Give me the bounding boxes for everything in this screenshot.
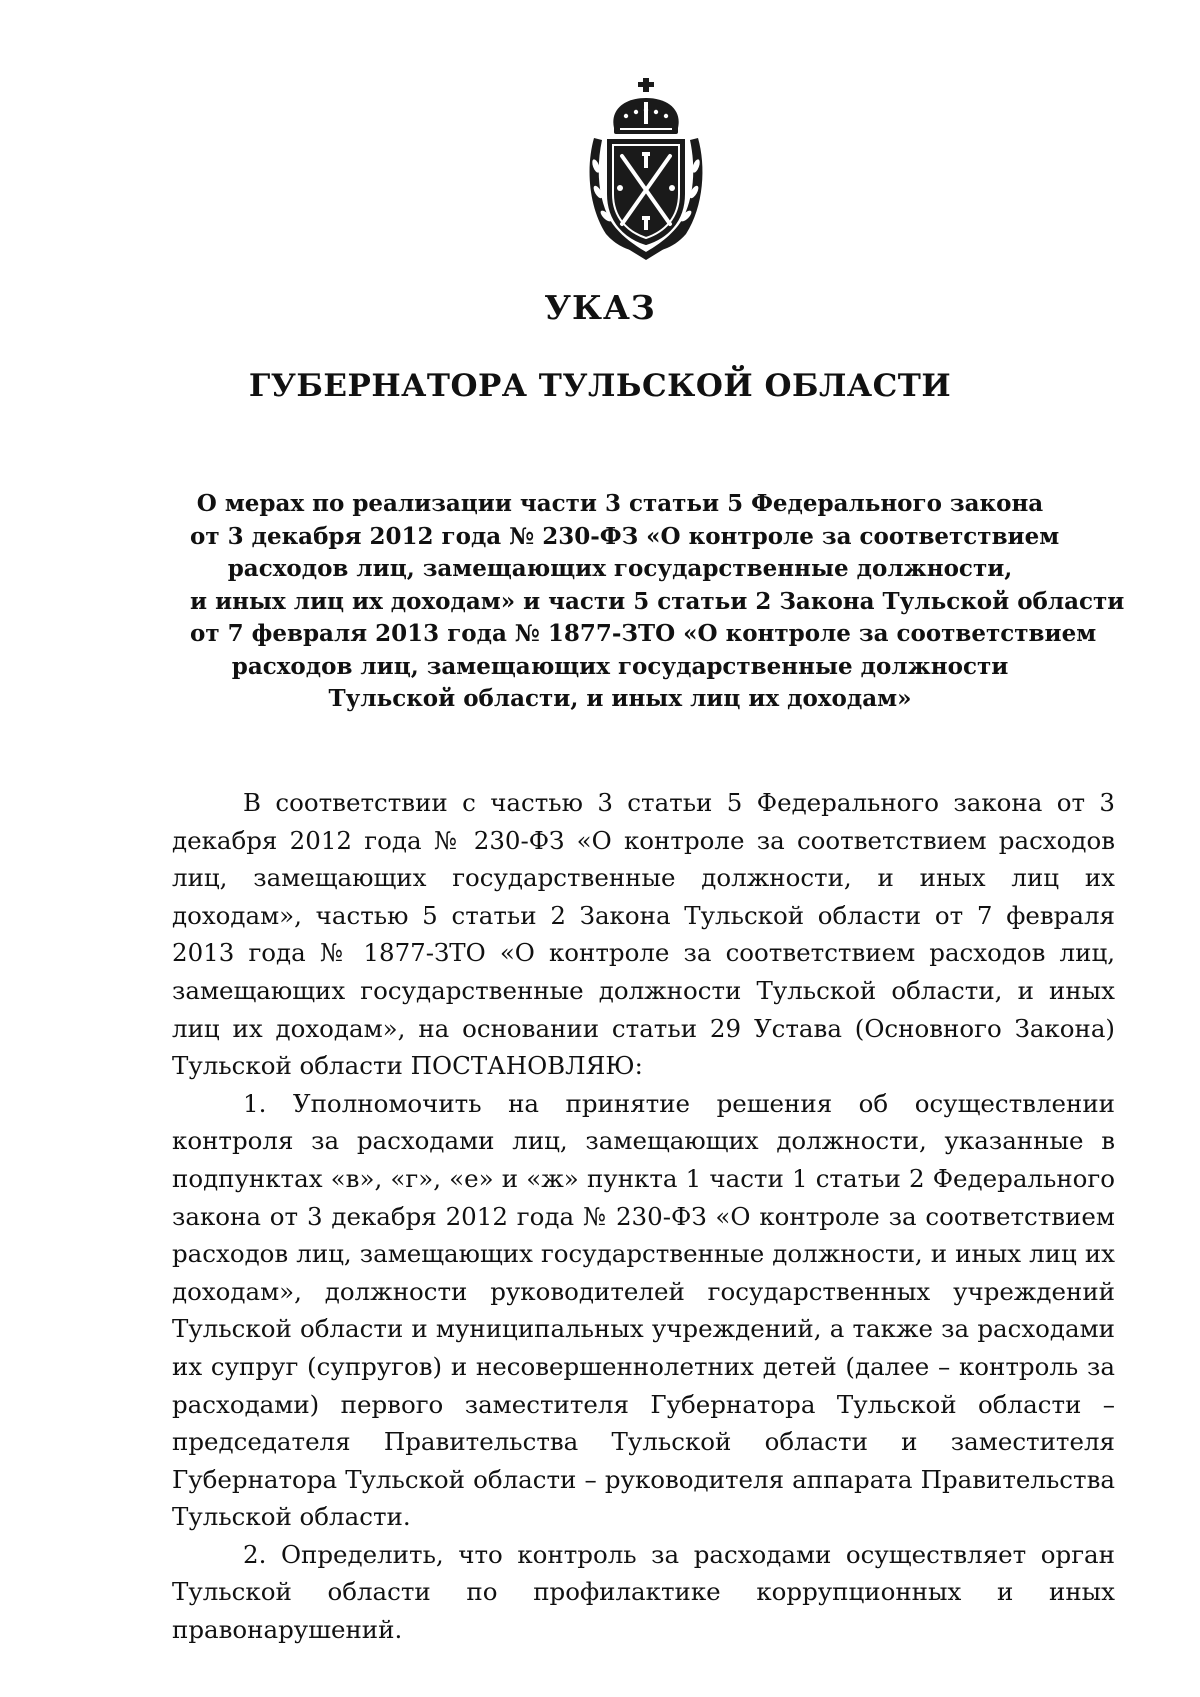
title-line: от 7 февраля 2013 года № 1877-ЗТО «О контроле за соответствием — [190, 620, 1097, 647]
document-type-heading: УКАЗ — [544, 288, 656, 327]
title-line: О мерах по реализации части 3 статьи 5 Федерального закона — [196, 490, 1044, 517]
title-line: Тульской области, и иных лиц их доходам» — [328, 685, 912, 712]
item-2-paragraph: 2. Определить, что контроль за расходами осуществляет орган Тульской области по профилактике коррупционных и иных правонарушений. — [172, 1539, 1115, 1645]
title-line: расходов лиц, замещающих государственные должности, — [227, 555, 1013, 582]
coat-of-arms-icon — [580, 76, 712, 261]
title-line: расходов лиц, замещающих государственные должности — [231, 652, 1009, 680]
preamble-paragraph: В соответствии с частью 3 статьи 5 Федерального закона от 3 декабря 2012 года № 230-ФЗ «О контроле за соответствием расходов лиц, замещающих государственные должности, и иных лиц их доходам», частью 5 статьи 2 Закона Тульской области от 7 февраля 2013 года № 1877-ЗТО «О контроле за соответствием расходов лиц, замещающих государственные должности Тульской области, и иных лиц их доходам», на основании статьи 29 Устава (Основного Закона) Тульской области ПОСТАНОВЛЯЮ: — [172, 788, 1115, 1081]
title-line: от 3 декабря 2012 года № 230-ФЗ «О контроле за соответствием — [190, 522, 1060, 550]
document-title — [190, 488, 1125, 716]
title-line: и иных лиц их доходам» и части 5 статьи 2 Закона Тульской области — [190, 587, 1125, 615]
issuer-heading: ГУБЕРНАТОРА ТУЛЬСКОЙ ОБЛАСТИ — [248, 368, 952, 404]
item-1-paragraph: 1. Уполномочить на принятие решения об осуществлении контроля за расходами лиц, замещающих должности, указанные в подпунктах «в», «г», «е» и «ж» пункта 1 части 1 статьи 2 Федерального закона от 3 декабря 2012 года № 230-ФЗ «О контроле за соответствием расходов лиц, замещающих государственные должности, и иных лиц их доходам», должности руководителей государственных учреждений Тульской области и муниципальных учреждений, а также за расходами их супруг (супругов) и несовершеннолетних детей (далее – контроль за расходами) первого заместителя Губернатора Тульской области – председателя Правительства Тульской области и заместителя Губернатора Тульской области – руководителя аппарата Правительства Тульской области. — [172, 1088, 1115, 1532]
document-body — [172, 784, 1115, 1649]
